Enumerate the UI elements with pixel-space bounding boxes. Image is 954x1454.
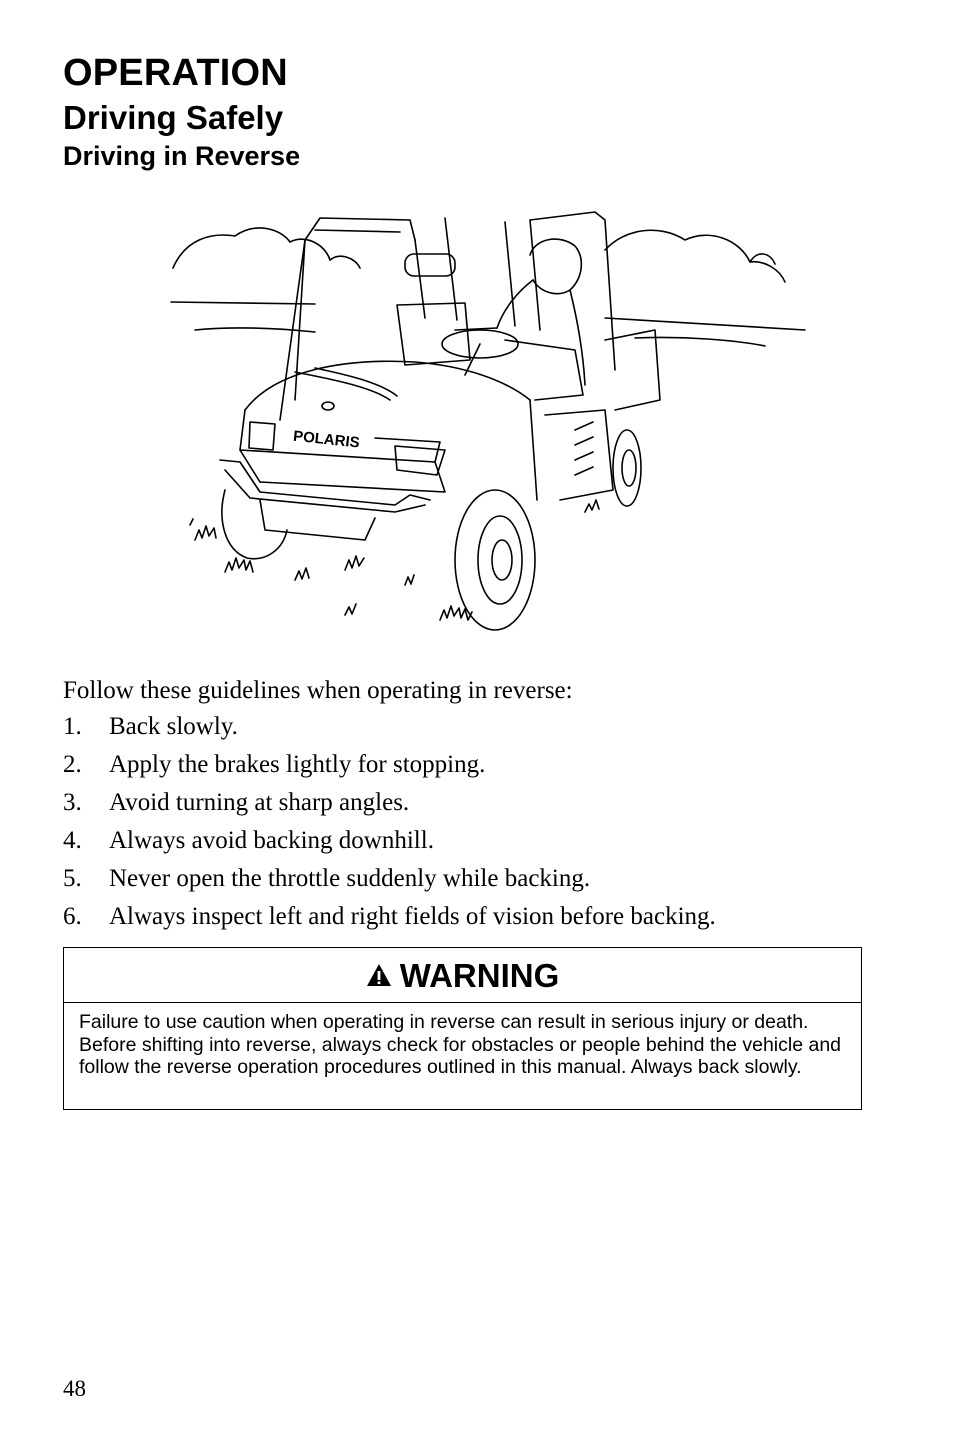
list-item <box>63 788 716 826</box>
warning-header <box>64 948 861 1003</box>
section-heading: OPERATION <box>63 52 288 94</box>
reverse-guidelines-list <box>63 712 716 940</box>
warning-triangle-icon <box>366 963 392 987</box>
warning-box <box>63 947 862 1110</box>
list-item-number: 6. <box>63 903 82 930</box>
list-item <box>63 902 716 940</box>
utility-vehicle-illustration <box>165 200 815 645</box>
subsection-title: Driving in Reverse <box>63 141 301 171</box>
list-item-text: Avoid turning at sharp angles. <box>109 789 410 816</box>
list-item-number: 3. <box>63 789 82 816</box>
vehicle-brand-text: POLARIS <box>292 427 361 452</box>
list-item <box>63 826 716 864</box>
list-item-text: Apply the brakes lightly for stopping. <box>109 751 486 778</box>
list-item-number: 2. <box>63 751 82 778</box>
page-title: Driving Safely <box>63 99 284 136</box>
list-item-number: 4. <box>63 827 82 854</box>
list-item-text: Always inspect left and right fields of vision before backing. <box>109 903 716 930</box>
list-item <box>63 750 716 788</box>
warning-text: Failure to use caution when operating in reverse can result in serious injury or death. Before shifting into reverse, always check for obstacles or people behind the vehicle and follow the reverse operation procedures outlined in this manual. Always back slowly. <box>79 1011 842 1078</box>
page-number: 48 <box>63 1376 86 1401</box>
list-item-text: Always avoid backing downhill. <box>109 827 434 854</box>
warning-label: WARNING <box>399 956 560 994</box>
list-item-text: Back slowly. <box>109 713 238 740</box>
guidelines-intro: Follow these guidelines when operating in reverse: <box>63 677 573 704</box>
list-item-text: Never open the throttle suddenly while backing. <box>109 865 591 892</box>
list-item <box>63 712 716 750</box>
list-item-number: 1. <box>63 713 82 740</box>
list-item <box>63 864 716 902</box>
list-item-number: 5. <box>63 865 82 892</box>
